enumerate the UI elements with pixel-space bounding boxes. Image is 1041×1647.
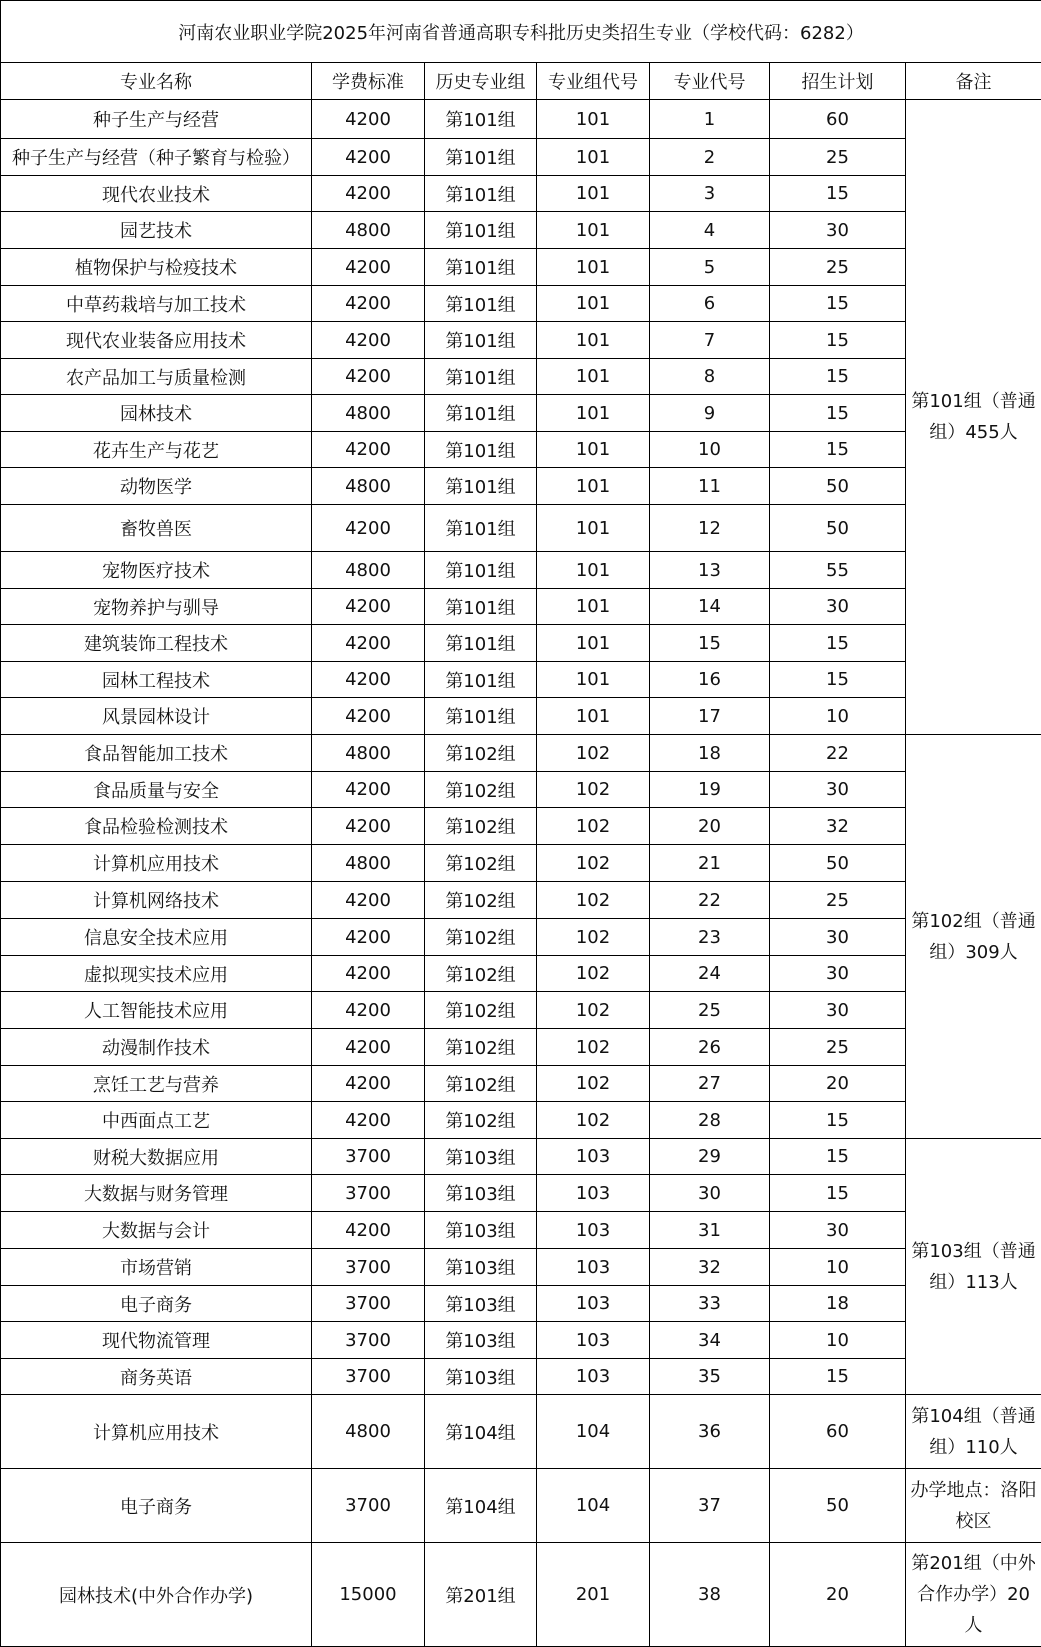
enrollment-plan-cell: 60 — [770, 1395, 906, 1469]
tuition-cell: 3700 — [312, 1139, 425, 1175]
group-code-cell: 101 — [537, 176, 650, 212]
group-code-cell: 102 — [537, 735, 650, 772]
group-code-cell: 101 — [537, 100, 650, 139]
tuition-cell: 4200 — [312, 505, 425, 552]
table-row — [1, 735, 1041, 772]
table-row — [1, 1286, 1041, 1322]
major-code-cell: 18 — [650, 735, 770, 772]
major-name-cell: 计算机网络技术 — [1, 882, 312, 919]
major-name-cell: 食品质量与安全 — [1, 772, 312, 808]
major-name-cell: 宠物养护与驯导 — [1, 589, 312, 625]
remark-cell: 第104组（普通组）110人 — [906, 1395, 1041, 1469]
history-group-cell: 第103组 — [425, 1175, 537, 1212]
enrollment-plan-cell: 15 — [770, 395, 906, 432]
history-group-cell: 第101组 — [425, 139, 537, 176]
group-code-cell: 102 — [537, 1102, 650, 1139]
table-row — [1, 919, 1041, 956]
major-name-cell: 花卉生产与花艺 — [1, 432, 312, 468]
history-group-cell: 第101组 — [425, 589, 537, 625]
history-group-cell: 第101组 — [425, 468, 537, 505]
table-row — [1, 1102, 1041, 1139]
table-row — [1, 882, 1041, 919]
major-name-cell: 风景园林设计 — [1, 698, 312, 735]
group-code-cell: 102 — [537, 882, 650, 919]
tuition-cell: 15000 — [312, 1543, 425, 1647]
major-code-cell: 17 — [650, 698, 770, 735]
major-name-cell: 商务英语 — [1, 1359, 312, 1395]
enrollment-plan-cell: 30 — [770, 1212, 906, 1249]
tuition-cell: 4200 — [312, 919, 425, 956]
group-code-cell: 101 — [537, 552, 650, 589]
major-code-cell: 3 — [650, 176, 770, 212]
group-code-cell: 101 — [537, 212, 650, 249]
major-code-cell: 11 — [650, 468, 770, 505]
header-tuition: 学费标准 — [312, 63, 425, 100]
tuition-cell: 4200 — [312, 322, 425, 359]
table-row — [1, 1139, 1041, 1175]
table-row — [1, 1359, 1041, 1395]
enrollment-plan-cell: 30 — [770, 919, 906, 956]
tuition-cell: 4200 — [312, 359, 425, 395]
major-code-cell: 32 — [650, 1249, 770, 1286]
tuition-cell: 4800 — [312, 212, 425, 249]
major-name-cell: 种子生产与经营（种子繁育与检验） — [1, 139, 312, 176]
major-code-cell: 21 — [650, 845, 770, 882]
enrollment-plan-cell: 15 — [770, 625, 906, 662]
group-code-cell: 101 — [537, 322, 650, 359]
history-group-cell: 第102组 — [425, 992, 537, 1029]
major-code-cell: 33 — [650, 1286, 770, 1322]
major-code-cell: 2 — [650, 139, 770, 176]
major-code-cell: 38 — [650, 1543, 770, 1647]
history-group-cell: 第103组 — [425, 1212, 537, 1249]
major-code-cell: 14 — [650, 589, 770, 625]
major-name-cell: 信息安全技术应用 — [1, 919, 312, 956]
header-group-code: 专业组代号 — [537, 63, 650, 100]
enrollment-plan-cell: 15 — [770, 662, 906, 698]
history-group-cell: 第101组 — [425, 432, 537, 468]
table-row — [1, 1066, 1041, 1102]
table-row — [1, 552, 1041, 589]
history-group-cell: 第103组 — [425, 1359, 537, 1395]
table-row — [1, 589, 1041, 625]
tuition-cell: 4200 — [312, 956, 425, 992]
enrollment-plan-cell: 50 — [770, 505, 906, 552]
tuition-cell: 3700 — [312, 1322, 425, 1359]
enrollment-plan-cell: 55 — [770, 552, 906, 589]
enrollment-plan-cell: 10 — [770, 1249, 906, 1286]
table-row — [1, 395, 1041, 432]
group-code-cell: 102 — [537, 956, 650, 992]
history-group-cell: 第101组 — [425, 249, 537, 286]
enrollment-plan-cell: 15 — [770, 359, 906, 395]
table-row — [1, 698, 1041, 735]
table-row — [1, 1212, 1041, 1249]
table-row — [1, 359, 1041, 395]
major-code-cell: 29 — [650, 1139, 770, 1175]
header-row — [1, 63, 1041, 100]
major-name-cell: 园林工程技术 — [1, 662, 312, 698]
history-group-cell: 第101组 — [425, 100, 537, 139]
major-code-cell: 13 — [650, 552, 770, 589]
group-code-cell: 101 — [537, 432, 650, 468]
group-code-cell: 103 — [537, 1175, 650, 1212]
enrollment-plan-cell: 50 — [770, 1469, 906, 1543]
history-group-cell: 第201组 — [425, 1543, 537, 1647]
major-name-cell: 烹饪工艺与营养 — [1, 1066, 312, 1102]
remark-cell: 第101组（普通组）455人 — [906, 100, 1041, 735]
history-group-cell: 第101组 — [425, 625, 537, 662]
major-name-cell: 计算机应用技术 — [1, 845, 312, 882]
table-row — [1, 625, 1041, 662]
major-name-cell: 现代农业技术 — [1, 176, 312, 212]
major-name-cell: 计算机应用技术 — [1, 1395, 312, 1469]
table-row — [1, 662, 1041, 698]
group-code-cell: 102 — [537, 772, 650, 808]
history-group-cell: 第101组 — [425, 212, 537, 249]
history-group-cell: 第102组 — [425, 735, 537, 772]
tuition-cell: 3700 — [312, 1286, 425, 1322]
major-name-cell: 食品检验检测技术 — [1, 808, 312, 845]
group-code-cell: 101 — [537, 395, 650, 432]
history-group-cell: 第102组 — [425, 882, 537, 919]
enrollment-plan-cell: 50 — [770, 468, 906, 505]
history-group-cell: 第101组 — [425, 286, 537, 322]
group-code-cell: 102 — [537, 1066, 650, 1102]
tuition-cell: 4200 — [312, 1212, 425, 1249]
group-code-cell: 101 — [537, 505, 650, 552]
tuition-cell: 4200 — [312, 772, 425, 808]
major-code-cell: 27 — [650, 1066, 770, 1102]
remark-cell: 办学地点：洛阳校区 — [906, 1469, 1041, 1543]
enrollment-plan-cell: 15 — [770, 1102, 906, 1139]
history-group-cell: 第101组 — [425, 395, 537, 432]
tuition-cell: 3700 — [312, 1359, 425, 1395]
group-code-cell: 103 — [537, 1286, 650, 1322]
enrollment-plan-cell: 22 — [770, 735, 906, 772]
table-row — [1, 1469, 1041, 1543]
enrollment-plan-cell: 25 — [770, 139, 906, 176]
history-group-cell: 第102组 — [425, 1102, 537, 1139]
table-row — [1, 1029, 1041, 1066]
group-code-cell: 201 — [537, 1543, 650, 1647]
table-row — [1, 100, 1041, 139]
major-name-cell: 园林技术(中外合作办学) — [1, 1543, 312, 1647]
table-row — [1, 1395, 1041, 1469]
group-code-cell: 104 — [537, 1395, 650, 1469]
enrollment-plan-cell: 25 — [770, 1029, 906, 1066]
tuition-cell: 4200 — [312, 625, 425, 662]
major-name-cell: 大数据与财务管理 — [1, 1175, 312, 1212]
table-row — [1, 1249, 1041, 1286]
tuition-cell: 3700 — [312, 1249, 425, 1286]
enrollment-plan-cell: 15 — [770, 176, 906, 212]
table-row — [1, 249, 1041, 286]
major-code-cell: 16 — [650, 662, 770, 698]
history-group-cell: 第102组 — [425, 1066, 537, 1102]
enrollment-plan-cell: 30 — [770, 772, 906, 808]
table-row — [1, 286, 1041, 322]
header-major-name: 专业名称 — [1, 63, 312, 100]
group-code-cell: 103 — [537, 1322, 650, 1359]
group-code-cell: 101 — [537, 662, 650, 698]
major-name-cell: 现代农业装备应用技术 — [1, 322, 312, 359]
major-code-cell: 25 — [650, 992, 770, 1029]
table-row — [1, 176, 1041, 212]
history-group-cell: 第103组 — [425, 1322, 537, 1359]
enrollment-plan-cell: 15 — [770, 1359, 906, 1395]
tuition-cell: 4200 — [312, 808, 425, 845]
tuition-cell: 4800 — [312, 552, 425, 589]
major-code-cell: 28 — [650, 1102, 770, 1139]
history-group-cell: 第102组 — [425, 1029, 537, 1066]
tuition-cell: 4200 — [312, 1066, 425, 1102]
history-group-cell: 第104组 — [425, 1395, 537, 1469]
major-name-cell: 现代物流管理 — [1, 1322, 312, 1359]
tuition-cell: 4200 — [312, 432, 425, 468]
enrollment-plan-cell: 15 — [770, 1175, 906, 1212]
group-code-cell: 103 — [537, 1249, 650, 1286]
history-group-cell: 第101组 — [425, 322, 537, 359]
major-name-cell: 电子商务 — [1, 1469, 312, 1543]
major-name-cell: 建筑装饰工程技术 — [1, 625, 312, 662]
tuition-cell: 4800 — [312, 395, 425, 432]
history-group-cell: 第103组 — [425, 1286, 537, 1322]
history-group-cell: 第102组 — [425, 808, 537, 845]
enrollment-plan-cell: 20 — [770, 1543, 906, 1647]
major-name-cell: 植物保护与检疫技术 — [1, 249, 312, 286]
major-code-cell: 10 — [650, 432, 770, 468]
tuition-cell: 3700 — [312, 1469, 425, 1543]
major-code-cell: 31 — [650, 1212, 770, 1249]
major-code-cell: 20 — [650, 808, 770, 845]
history-group-cell: 第104组 — [425, 1469, 537, 1543]
group-code-cell: 101 — [537, 249, 650, 286]
major-name-cell: 食品智能加工技术 — [1, 735, 312, 772]
tuition-cell: 4200 — [312, 176, 425, 212]
major-code-cell: 26 — [650, 1029, 770, 1066]
major-name-cell: 园林技术 — [1, 395, 312, 432]
tuition-cell: 4200 — [312, 589, 425, 625]
tuition-cell: 4200 — [312, 698, 425, 735]
history-group-cell: 第103组 — [425, 1139, 537, 1175]
history-group-cell: 第101组 — [425, 176, 537, 212]
tuition-cell: 4200 — [312, 662, 425, 698]
major-code-cell: 4 — [650, 212, 770, 249]
tuition-cell: 4200 — [312, 100, 425, 139]
group-code-cell: 101 — [537, 139, 650, 176]
major-name-cell: 农产品加工与质量检测 — [1, 359, 312, 395]
history-group-cell: 第102组 — [425, 956, 537, 992]
header-remarks: 备注 — [906, 63, 1041, 100]
remark-cell: 第102组（普通组）309人 — [906, 735, 1041, 1139]
history-group-cell: 第101组 — [425, 698, 537, 735]
history-group-cell: 第103组 — [425, 1249, 537, 1286]
major-name-cell: 中西面点工艺 — [1, 1102, 312, 1139]
history-group-cell: 第101组 — [425, 505, 537, 552]
major-code-cell: 24 — [650, 956, 770, 992]
table-row — [1, 212, 1041, 249]
group-code-cell: 104 — [537, 1469, 650, 1543]
group-code-cell: 102 — [537, 992, 650, 1029]
table-row — [1, 808, 1041, 845]
major-code-cell: 35 — [650, 1359, 770, 1395]
tuition-cell: 4200 — [312, 1102, 425, 1139]
major-name-cell: 动物医学 — [1, 468, 312, 505]
major-code-cell: 19 — [650, 772, 770, 808]
tuition-cell: 4200 — [312, 139, 425, 176]
group-code-cell: 101 — [537, 286, 650, 322]
enrollment-plan-cell: 60 — [770, 100, 906, 139]
tuition-cell: 4200 — [312, 882, 425, 919]
table-row — [1, 772, 1041, 808]
enrollment-plan-cell: 15 — [770, 286, 906, 322]
enrollment-plan-cell: 50 — [770, 845, 906, 882]
group-code-cell: 103 — [537, 1139, 650, 1175]
major-code-cell: 22 — [650, 882, 770, 919]
major-code-cell: 34 — [650, 1322, 770, 1359]
major-name-cell: 市场营销 — [1, 1249, 312, 1286]
major-name-cell: 大数据与会计 — [1, 1212, 312, 1249]
tuition-cell: 4200 — [312, 992, 425, 1029]
table-row — [1, 1322, 1041, 1359]
tuition-cell: 4800 — [312, 845, 425, 882]
remark-cell: 第103组（普通组）113人 — [906, 1139, 1041, 1395]
history-group-cell: 第101组 — [425, 359, 537, 395]
major-code-cell: 12 — [650, 505, 770, 552]
group-code-cell: 101 — [537, 359, 650, 395]
table-row — [1, 139, 1041, 176]
major-code-cell: 6 — [650, 286, 770, 322]
history-group-cell: 第101组 — [425, 552, 537, 589]
header-major-code: 专业代号 — [650, 63, 770, 100]
tuition-cell: 4800 — [312, 468, 425, 505]
group-code-cell: 103 — [537, 1212, 650, 1249]
table-row — [1, 1543, 1041, 1647]
major-code-cell: 23 — [650, 919, 770, 956]
enrollment-plan-cell: 15 — [770, 322, 906, 359]
major-name-cell: 中草药栽培与加工技术 — [1, 286, 312, 322]
history-group-cell: 第101组 — [425, 662, 537, 698]
group-code-cell: 102 — [537, 808, 650, 845]
major-name-cell: 宠物医疗技术 — [1, 552, 312, 589]
table-row — [1, 956, 1041, 992]
group-code-cell: 102 — [537, 1029, 650, 1066]
tuition-cell: 4800 — [312, 735, 425, 772]
tuition-cell: 4200 — [312, 286, 425, 322]
tuition-cell: 4200 — [312, 249, 425, 286]
enrollment-plan-cell: 25 — [770, 249, 906, 286]
major-code-cell: 5 — [650, 249, 770, 286]
major-name-cell: 种子生产与经营 — [1, 100, 312, 139]
group-code-cell: 101 — [537, 625, 650, 662]
enrollment-plan-cell: 32 — [770, 808, 906, 845]
major-code-cell: 7 — [650, 322, 770, 359]
enrollment-plan-cell: 18 — [770, 1286, 906, 1322]
major-code-cell: 30 — [650, 1175, 770, 1212]
tuition-cell: 4800 — [312, 1395, 425, 1469]
enrollment-plan-cell: 15 — [770, 1139, 906, 1175]
enrollment-plan-cell: 15 — [770, 432, 906, 468]
major-name-cell: 人工智能技术应用 — [1, 992, 312, 1029]
tuition-cell: 4200 — [312, 1029, 425, 1066]
header-history-group: 历史专业组 — [425, 63, 537, 100]
major-name-cell: 畜牧兽医 — [1, 505, 312, 552]
major-name-cell: 动漫制作技术 — [1, 1029, 312, 1066]
major-code-cell: 37 — [650, 1469, 770, 1543]
table-row — [1, 432, 1041, 468]
enrollment-plan-cell: 10 — [770, 1322, 906, 1359]
group-code-cell: 103 — [537, 1359, 650, 1395]
history-group-cell: 第102组 — [425, 845, 537, 882]
group-code-cell: 102 — [537, 845, 650, 882]
remark-cell: 第201组（中外合作办学）20人 — [906, 1543, 1041, 1647]
group-code-cell: 101 — [537, 589, 650, 625]
major-name-cell: 虚拟现实技术应用 — [1, 956, 312, 992]
major-code-cell: 9 — [650, 395, 770, 432]
major-code-cell: 15 — [650, 625, 770, 662]
major-code-cell: 1 — [650, 100, 770, 139]
enrollment-plan-cell: 10 — [770, 698, 906, 735]
table-row — [1, 992, 1041, 1029]
major-name-cell: 财税大数据应用 — [1, 1139, 312, 1175]
header-enrollment-plan: 招生计划 — [770, 63, 906, 100]
enrollment-plan-cell: 30 — [770, 212, 906, 249]
enrollment-plan-cell: 30 — [770, 589, 906, 625]
tuition-cell: 3700 — [312, 1175, 425, 1212]
major-code-cell: 8 — [650, 359, 770, 395]
group-code-cell: 102 — [537, 919, 650, 956]
table-row — [1, 1175, 1041, 1212]
title-row — [1, 1, 1041, 63]
major-code-cell: 36 — [650, 1395, 770, 1469]
table-row — [1, 505, 1041, 552]
table-row — [1, 468, 1041, 505]
table-row — [1, 322, 1041, 359]
major-name-cell: 电子商务 — [1, 1286, 312, 1322]
group-code-cell: 101 — [537, 468, 650, 505]
group-code-cell: 101 — [537, 698, 650, 735]
history-group-cell: 第102组 — [425, 772, 537, 808]
history-group-cell: 第102组 — [425, 919, 537, 956]
table-row — [1, 845, 1041, 882]
enrollment-plan-cell: 30 — [770, 992, 906, 1029]
enrollment-plan-cell: 30 — [770, 956, 906, 992]
enrollment-plan-cell: 20 — [770, 1066, 906, 1102]
major-name-cell: 园艺技术 — [1, 212, 312, 249]
enrollment-plan-cell: 25 — [770, 882, 906, 919]
table-title: 河南农业职业学院2025年河南省普通高职专科批历史类招生专业（学校代码：6282） — [1, 1, 1041, 63]
